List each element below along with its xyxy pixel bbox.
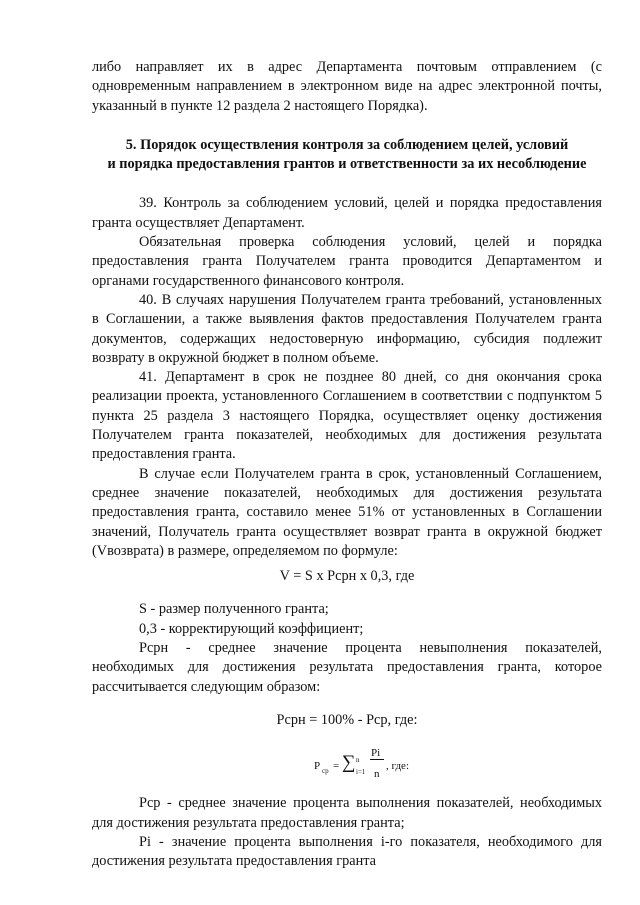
formula-refund: V = S x Рсрн x 0,3, где — [279, 568, 415, 585]
definition-coefficient: 0,3 - корректирующий коэффициент; — [139, 620, 364, 637]
formula-average-sum — [92, 742, 602, 786]
paragraph-41-refund: В случае если Получателем гранта в срок, установленный Соглашением, среднее значение показателей, необходимых для достижения результата предоставления гранта, составило менее 51% от установленных в Соглашении значений, Получатель гранта осуществляет возврат гранта в окружной бюджет (Vвозврата) в размере, определяемом по формуле: — [92, 465, 602, 559]
paragraph-39: 39. Контроль за соблюдением условий, целей и порядка предоставления гранта осуществляет Департамент. — [92, 195, 602, 231]
formula-p: P — [314, 760, 321, 773]
paragraph-41: 41. Департамент в срок не позднее 80 дней, со дня окончания срока реализации проекта, установленного Соглашением в соответствии с подпунктом 5 пункта 25 раздела 3 настоящего Порядка, осуществляет оценку достижения Получателем гранта показателей, необходимых для достижения результата предоставления гранта. — [92, 369, 602, 463]
formula-sigma-upper: n — [356, 756, 360, 765]
formula-p-subscript: ср — [322, 767, 329, 776]
formula-tail: , где: — [386, 760, 409, 773]
section-heading — [92, 136, 602, 175]
formula-sigma-lower: i=1 — [356, 768, 366, 777]
definition-pcp: Рср - среднее значение процента выполнения показателей, необходимых для достижения результата предоставления гранта; — [92, 795, 602, 831]
definition-pcpn: Рсрн - среднее значение процента невыполнения показателей, необходимых для достижения результата предоставления гранта, которое рассчитывается следующим образом: — [92, 640, 602, 695]
formula-sigma: ∑ — [342, 752, 356, 774]
paragraph-continuation: либо направляет их в адрес Департамента почтовым отправлением (с одновременным направлением в электронном виде на адрес электронной почты, указанный в пункте 12 раздела 2 настоящего Порядка). — [92, 59, 602, 114]
section-heading-line-2: и порядка предоставления грантов и ответственности за их несоблюдение — [107, 156, 587, 173]
formula-fraction-bar — [370, 759, 384, 760]
formula-denominator: n — [374, 768, 380, 781]
definition-s: S - размер полученного гранта; — [139, 601, 329, 618]
formula-equals: = — [333, 760, 340, 773]
formula-numerator: Pi — [371, 747, 381, 760]
paragraph-39-mandatory-check: Обязательная проверка соблюдения условий, целей и порядка предоставления гранта Получателем гранта проводится Департаментом и органами государственного финансового контроля. — [92, 234, 602, 289]
definition-pi: Pi - значение процента выполнения i-го показателя, необходимого для достижения результата предоставления гранта — [92, 833, 602, 870]
paragraph-40: 40. В случаях нарушения Получателем гранта требований, установленных в Соглашении, а также выявления фактов предоставления Получателем гранта документов, содержащих недостоверную информацию, субсидия подлежит возврату в окружной бюджет в полном объеме. — [92, 291, 602, 366]
section-heading-line-1: 5. Порядок осуществления контроля за соблюдением целей, условий — [125, 136, 569, 153]
formula-pcpn: Рсрн = 100% - Рср, где: — [276, 711, 418, 728]
document-page — [92, 58, 602, 871]
